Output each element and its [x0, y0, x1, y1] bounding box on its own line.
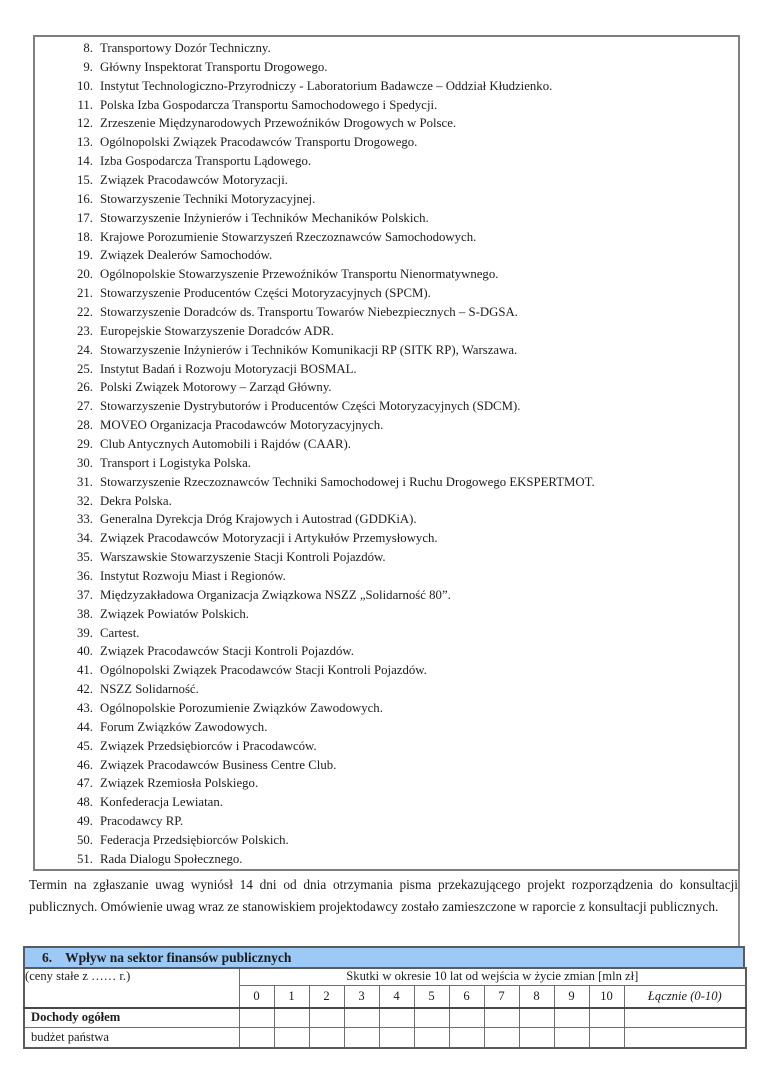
list-item-number: 48.	[77, 795, 93, 810]
list-item	[35, 265, 738, 284]
list-item-number: 44.	[77, 719, 93, 734]
list-item-text: Związek Pracodawców Motoryzacji i Artykułów Przemysłowych.	[100, 531, 438, 546]
list-item	[35, 680, 738, 699]
list-item-text: Konfederacja Lewiatan.	[100, 795, 223, 810]
list-item-text: Generalna Dyrekcja Dróg Krajowych i Autostrad (GDDKiA).	[100, 512, 417, 527]
consultation-list	[35, 39, 738, 869]
list-item-text: Izba Gospodarcza Transportu Lądowego.	[100, 154, 312, 169]
list-item	[35, 209, 738, 228]
list-item	[35, 812, 738, 831]
list-item	[35, 58, 738, 77]
list-item-number: 24.	[77, 342, 93, 357]
list-item	[35, 529, 738, 548]
list-item	[35, 756, 738, 775]
list-item-number: 29.	[77, 436, 93, 451]
list-item-text: NSZZ Solidarność.	[100, 682, 199, 697]
list-item	[35, 699, 738, 718]
list-item-number: 12.	[77, 116, 93, 131]
list-item-number: 45.	[77, 738, 93, 753]
list-item-number: 30.	[77, 455, 93, 470]
year-column-header: 5	[414, 985, 449, 1008]
list-item-text: Stowarzyszenie Rzeczoznawców Techniki Samochodowej i Ruchu Drogowego EKSPERTMOT.	[100, 474, 595, 489]
list-item-text: Międzyzakładowa Organizacja Związkowa NSZZ „Solidarność 80”.	[100, 587, 451, 602]
value-cell	[309, 1027, 344, 1048]
section6-number: 6.	[42, 949, 53, 965]
list-item	[35, 322, 738, 341]
section6	[23, 946, 745, 1049]
list-item-text: Transport i Logistyka Polska.	[100, 455, 251, 470]
value-cell	[379, 1008, 414, 1027]
list-item-number: 39.	[77, 625, 93, 640]
list-item	[35, 567, 738, 586]
year-column-header: 8	[519, 985, 554, 1008]
list-item-text: Związek Rzemiosła Polskiego.	[100, 776, 259, 791]
list-item	[35, 643, 738, 662]
list-item	[35, 378, 738, 397]
list-item-text: Stowarzyszenie Inżynierów i Techników Mechaników Polskich.	[100, 210, 429, 225]
value-cell	[239, 1008, 274, 1027]
list-item	[35, 341, 738, 360]
list-item-number: 40.	[77, 644, 93, 659]
list-item	[35, 77, 738, 96]
list-item-number: 35.	[77, 550, 93, 565]
list-item-text: Związek Pracodawców Business Centre Club.	[100, 757, 337, 772]
effects-header-cell: Skutki w okresie 10 lat od wejścia w życie zmian [mln zł]	[239, 968, 746, 985]
list-item-number: 15.	[77, 172, 93, 187]
list-item	[35, 39, 738, 58]
list-item-text: MOVEO Organizacja Pracodawców Motoryzacyjnych.	[100, 418, 384, 433]
list-item	[35, 605, 738, 624]
list-item-text: Związek Pracodawców Motoryzacji.	[100, 172, 288, 187]
list-item-number: 50.	[77, 833, 93, 848]
value-cell	[449, 1008, 484, 1027]
list-item-text: Warszawskie Stowarzyszenie Stacji Kontroli Pojazdów.	[100, 550, 386, 565]
year-column-header: 2	[309, 985, 344, 1008]
list-item	[35, 718, 738, 737]
list-item-number: 38.	[77, 606, 93, 621]
list-item-text: Zrzeszenie Międzynarodowych Przewoźników Drogowych w Polsce.	[100, 116, 457, 131]
list-item-text: Club Antycznych Automobili i Rajdów (CAAR).	[100, 436, 351, 451]
list-item-number: 42.	[77, 682, 93, 697]
list-item-number: 19.	[77, 248, 93, 263]
list-item-text: Związek Pracodawców Stacji Kontroli Pojazdów.	[100, 644, 354, 659]
list-item-number: 33.	[77, 512, 93, 527]
list-item	[35, 360, 738, 379]
list-item	[35, 454, 738, 473]
list-item-number: 11.	[77, 97, 93, 112]
list-item-text: Instytut Technologiczno-Przyrodniczy - Laboratorium Badawcze – Oddział Kłudzienko.	[100, 78, 553, 93]
list-item-text: Cartest.	[100, 625, 140, 640]
list-item-number: 46.	[77, 757, 93, 772]
list-item-number: 37.	[77, 587, 93, 602]
list-item-number: 20.	[77, 267, 93, 282]
value-cell	[519, 1008, 554, 1027]
value-cell	[484, 1027, 519, 1048]
list-item	[35, 284, 738, 303]
value-cell	[624, 1008, 746, 1027]
list-item-text: Ogólnopolski Związek Pracodawców Transportu Drogowego.	[100, 135, 418, 150]
value-cell	[484, 1008, 519, 1027]
list-item-number: 49.	[77, 814, 93, 829]
list-item-number: 51.	[77, 851, 93, 866]
list-item-number: 47.	[77, 776, 93, 791]
list-item-text: Związek Przedsiębiorców i Pracodawców.	[100, 738, 317, 753]
list-item	[35, 793, 738, 812]
list-item-number: 21.	[77, 286, 93, 301]
value-cell	[414, 1008, 449, 1027]
section6-header	[23, 946, 745, 968]
year-column-header: 6	[449, 985, 484, 1008]
year-column-header: 10	[589, 985, 624, 1008]
list-item-text: Polski Związek Motorowy – Zarząd Główny.	[100, 380, 332, 395]
value-cell	[309, 1008, 344, 1027]
list-item-text: Polska Izba Gospodarcza Transportu Samochodowego i Spedycji.	[100, 97, 438, 112]
list-item-number: 14.	[77, 154, 93, 169]
table-row	[24, 1027, 746, 1048]
list-item-text: Związek Dealerów Samochodów.	[100, 248, 273, 263]
list-item	[35, 114, 738, 133]
section6-title: Wpływ na sektor finansów publicznych	[65, 949, 292, 965]
list-item	[35, 435, 738, 454]
list-item-text: Ogólnopolskie Stowarzyszenie Przewoźników Transportu Nienormatywnego.	[100, 267, 499, 282]
year-column-header: 0	[239, 985, 274, 1008]
list-item	[35, 510, 738, 529]
year-column-header: 3	[344, 985, 379, 1008]
list-item-number: 9.	[83, 59, 93, 74]
list-item-number: 43.	[77, 701, 93, 715]
value-cell	[519, 1027, 554, 1048]
value-cell	[344, 1008, 379, 1027]
value-cell	[379, 1027, 414, 1048]
list-item-text: Instytut Badań i Rozwoju Motoryzacji BOSMAL.	[100, 361, 357, 376]
list-item-text: Stowarzyszenie Doradców ds. Transportu Towarów Niebezpiecznych – S-DGSA.	[100, 304, 518, 319]
value-cell	[554, 1008, 589, 1027]
list-item	[35, 586, 738, 605]
list-item-text: Ogólnopolski Związek Pracodawców Stacji Kontroli Pojazdów.	[100, 663, 427, 678]
list-item	[35, 246, 738, 265]
year-column-header: 4	[379, 985, 414, 1008]
value-cell	[589, 1008, 624, 1027]
list-item	[35, 171, 738, 190]
table-edge-border	[738, 871, 740, 946]
finance-table-body	[24, 1008, 746, 1048]
list-item-number: 25.	[77, 361, 93, 376]
value-cell	[554, 1027, 589, 1048]
value-cell	[274, 1008, 309, 1027]
list-item-number: 22.	[77, 304, 93, 319]
list-item-text: Forum Związków Zawodowych.	[100, 719, 268, 734]
list-item-number: 34.	[77, 531, 93, 546]
list-item	[35, 133, 738, 152]
list-item-number: 13.	[77, 135, 93, 150]
list-item	[35, 548, 738, 567]
value-cell	[274, 1027, 309, 1048]
prices-note-cell: (ceny stałe z …… r.)	[24, 968, 239, 1008]
list-item	[35, 416, 738, 435]
list-item-number: 28.	[77, 418, 93, 433]
list-item-number: 36.	[77, 568, 93, 583]
value-cell	[624, 1027, 746, 1048]
list-item-text: Europejskie Stowarzyszenie Doradców ADR.	[100, 323, 334, 338]
list-item-text: Federacja Przedsiębiorców Polskich.	[100, 833, 289, 848]
list-item-number: 27.	[77, 399, 93, 414]
list-item-number: 16.	[77, 191, 93, 206]
list-item-text: Stowarzyszenie Dystrybutorów i Producentów Części Motoryzacyjnych (SDCM).	[100, 399, 521, 414]
list-item-text: Stowarzyszenie Inżynierów i Techników Komunikacji RP (SITK RP), Warszawa.	[100, 342, 518, 357]
list-item	[35, 624, 738, 643]
list-item-number: 31.	[77, 474, 93, 489]
list-item-text: Ogólnopolskie Porozumienie Związków Zawodowych.	[100, 701, 383, 715]
list-item-number: 26.	[77, 380, 93, 395]
list-item-number: 32.	[77, 493, 93, 508]
list-item	[35, 303, 738, 322]
list-item-text: Transportowy Dozór Techniczny.	[100, 40, 271, 55]
value-cell	[414, 1027, 449, 1048]
row-label: Dochody ogółem	[24, 1008, 239, 1027]
list-item-number: 10.	[77, 78, 93, 93]
list-item	[35, 190, 738, 209]
list-item-number: 23.	[77, 323, 93, 338]
total-column-header: Łącznie (0-10)	[624, 985, 746, 1008]
value-cell	[344, 1027, 379, 1048]
list-item-number: 8.	[83, 40, 93, 55]
list-item-text: Instytut Rozwoju Miast i Regionów.	[100, 568, 286, 583]
list-item	[35, 737, 738, 756]
list-item	[35, 397, 738, 416]
consultation-paragraph: Termin na zgłaszanie uwag wyniósł 14 dni od dnia otrzymania pisma przekazującego projekt rozporządzenia do konsultacji publicznych. Omówienie uwag wraz ze stanowiskiem projektodawcy zostało zamieszczone w raporcie z konsultacji publicznych.	[29, 877, 738, 914]
list-item	[35, 850, 738, 869]
list-item	[35, 492, 738, 511]
effects-header-row	[24, 968, 746, 985]
list-item-number: 17.	[77, 210, 93, 225]
list-item	[35, 831, 738, 850]
list-item-text: Rada Dialogu Społecznego.	[100, 851, 243, 866]
list-item	[35, 473, 738, 492]
list-item-text: Stowarzyszenie Producentów Części Motoryzacyjnych (SPCM).	[100, 286, 431, 301]
list-item	[35, 152, 738, 171]
list-item	[35, 661, 738, 680]
list-item-number: 18.	[77, 229, 93, 244]
value-cell	[589, 1027, 624, 1048]
row-label: budżet państwa	[24, 1027, 239, 1048]
list-item-text: Pracodawcy RP.	[100, 814, 184, 829]
list-item	[35, 96, 738, 115]
list-item-text: Krajowe Porozumienie Stowarzyszeń Rzeczoznawców Samochodowych.	[100, 229, 477, 244]
year-column-header: 9	[554, 985, 589, 1008]
value-cell	[239, 1027, 274, 1048]
finance-table	[23, 967, 747, 1049]
list-item-text: Stowarzyszenie Techniki Motoryzacyjnej.	[100, 191, 316, 206]
list-item	[35, 775, 738, 794]
list-item-text: Dekra Polska.	[100, 493, 172, 508]
list-item	[35, 228, 738, 247]
year-column-header: 1	[274, 985, 309, 1008]
year-column-header: 7	[484, 985, 519, 1008]
consultation-entities-box	[33, 35, 740, 871]
list-item-text: Związek Powiatów Polskich.	[100, 606, 249, 621]
table-row	[24, 1008, 746, 1027]
list-item-text: Główny Inspektorat Transportu Drogowego.	[100, 59, 328, 74]
value-cell	[449, 1027, 484, 1048]
list-item-number: 41.	[77, 663, 93, 678]
